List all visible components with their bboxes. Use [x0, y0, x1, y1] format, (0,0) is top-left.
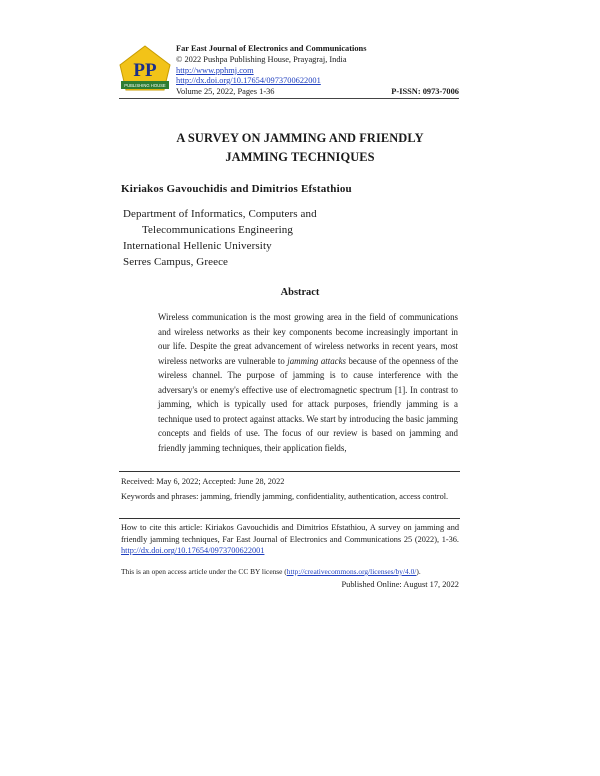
abstract-emphasis: jamming attacks — [287, 355, 346, 366]
affiliation-line-2: Telecommunications Engineering — [142, 224, 293, 236]
footnote-divider — [119, 471, 460, 472]
issn: P-ISSN: 0973-7006 — [391, 87, 459, 96]
affiliation-line-1: Department of Informatics, Computers and — [123, 208, 317, 220]
journal-name: Far East Journal of Electronics and Communications — [176, 44, 367, 53]
abstract-text-1: Wireless communication is the most growing area in the field of communications and wireless networks as their key components become increasingly important in our life. Despite the great advancement of wireless networks in recent years, most wireless networks are vulnerable to — [158, 312, 458, 366]
paper-title — [140, 129, 460, 167]
license-link[interactable]: http://creativecommons.org/licenses/by/4.0/ — [286, 567, 417, 576]
keywords: Keywords and phrases: jamming, friendly jamming, confidentiality, authentication, access control. — [121, 492, 449, 501]
doi-link[interactable]: http://dx.doi.org/10.17654/0973700622001 — [176, 76, 321, 85]
citation-doi-link[interactable]: http://dx.doi.org/10.17654/0973700622001 — [121, 546, 265, 556]
authors: Kiriakos Gavouchidis and Dimitrios Efstathiou — [121, 183, 352, 195]
open-access-close: ). — [416, 567, 421, 576]
volume-info: Volume 25, 2022, Pages 1-36 — [176, 87, 275, 96]
logo-banner: PUBLISHING HOUSE — [124, 83, 166, 88]
open-access-text: This is an open access article under the CC BY license ( — [121, 567, 287, 576]
citation-text: How to cite this article: Kiriakos Gavouchidis and Dimitrios Efstathiou, A survey on jamming and friendly jamming techniques, Far East Journal of Electronics and Communications 25 (2022), 1-36. — [121, 523, 459, 544]
citation-divider — [119, 518, 460, 519]
publisher-line: © 2022 Pushpa Publishing House, Prayagraj, India — [176, 55, 347, 64]
abstract-text-2: because of the openness of the wireless channel. The purpose of jamming is to cause interference with the adversary's or enemy's effective use of electromagnetic spectrum [1]. In contrast to jamming, which is typically used for attack purposes, friendly jamming is a technique used to protect against attacks. We start by introducing the basic jamming concepts and fields of use. The focus of our review is based on jamming and friendly jamming techniques, their application fields, — [158, 355, 459, 453]
abstract-heading: Abstract — [280, 287, 320, 298]
affiliation-line-4: Serres Campus, Greece — [123, 256, 229, 268]
received-dates: Received: May 6, 2022; Accepted: June 28, 2022 — [121, 477, 285, 486]
title-line-1: A SURVEY ON JAMMING AND FRIENDLY — [176, 131, 424, 145]
open-access-notice — [121, 567, 459, 577]
logo-letters: PP — [133, 60, 157, 81]
abstract-body — [158, 310, 458, 455]
title-line-2: JAMMING TECHNIQUES — [225, 150, 375, 164]
publisher-logo — [119, 45, 171, 91]
header-divider — [119, 98, 459, 99]
published-online: Published Online: August 17, 2022 — [341, 580, 459, 589]
citation — [121, 522, 459, 557]
affiliation-line-3: International Hellenic University — [123, 240, 272, 252]
journal-url-link[interactable]: http://www.pphmj.com — [176, 66, 254, 75]
